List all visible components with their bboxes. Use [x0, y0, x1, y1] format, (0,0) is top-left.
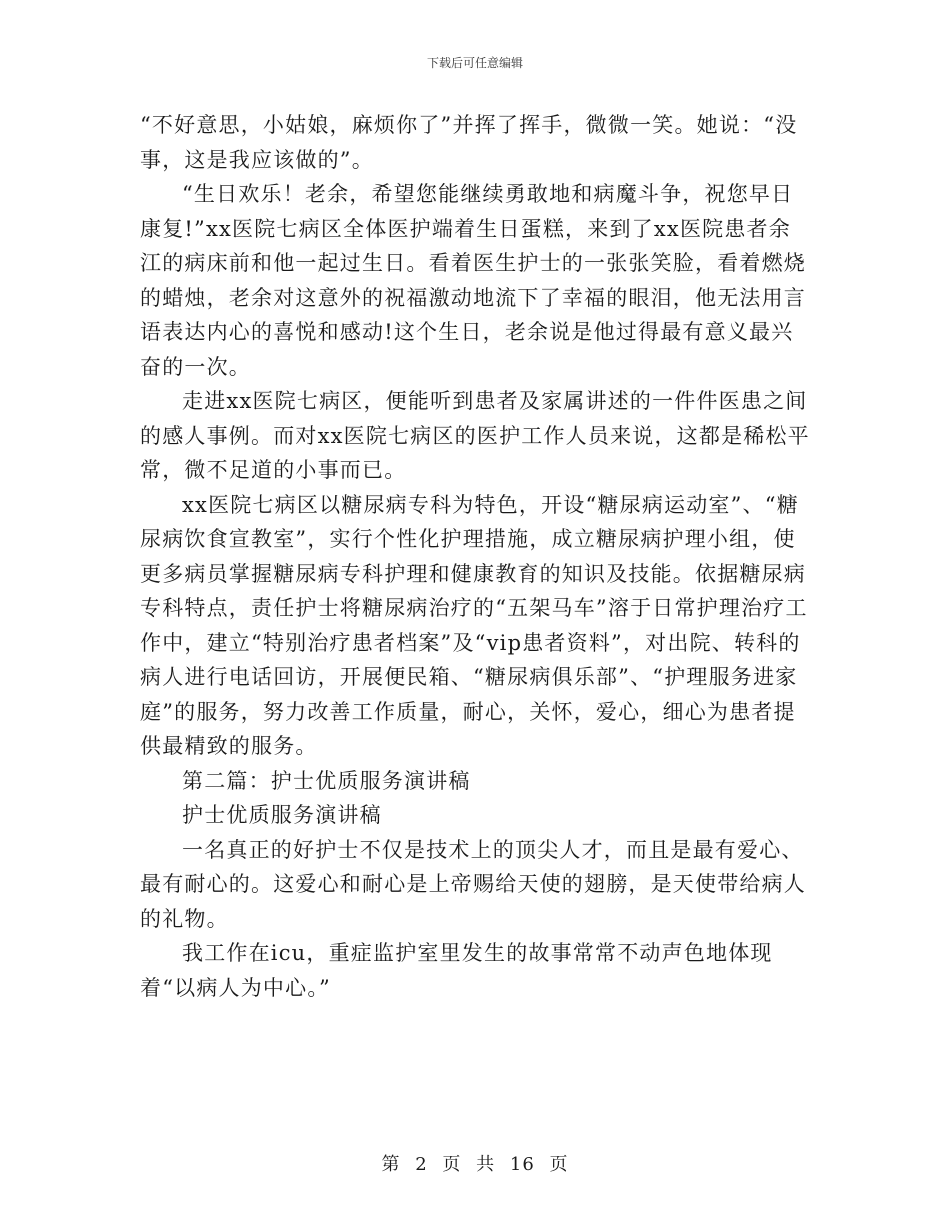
- page-header-note: 下载后可任意编辑: [426, 56, 523, 70]
- speech-title: 护士优质服务演讲稿: [182, 803, 382, 827]
- footer-page-label: 页: [442, 1154, 462, 1175]
- footer-prefix: 第: [381, 1154, 401, 1175]
- paragraph: xx医院七病区以糖尿病专科为特色，开设“糖尿病运动室”、“糖尿病饮食宣教室”，实行个性化护理措施，成立糖尿病护理小组，使更多病员掌握糖尿病专科护理和健康教育的知识及技能。依据糖尿病专科特点，责任护士将糖尿病治疗的“五架马车”溶于日常护理治疗工作中，建立“特别治疗患者档案”及“vip患者资料”，对出院、转科的病人进行电话回访，开展便民箱、“糖尿病俱乐部”、“护理服务进家庭”的服务，努力改善工作质量，耐心，关怀，爱心，细心为患者提供最精致的服务。: [140, 492, 808, 758]
- paragraph: “不好意思，小姑娘，麻烦你了”并挥了挥手，微微一笑。她说：“没事，这是我应该做的”。: [140, 113, 798, 172]
- section-heading: 第二篇：护士优质服务演讲稿: [182, 768, 471, 793]
- footer-suffix: 页: [549, 1154, 569, 1175]
- document-body: [140, 108, 810, 1005]
- page-number-footer: [0, 1150, 950, 1176]
- paragraph: “生日欢乐！老余，希望您能继续勇敢地和病魔斗争，祝您早日康复!”xx医院七病区全体医护端着生日蛋糕，来到了xx医院患者余江的病床前和他一起过生日。看着医生护士的一张张笑脸，看着燃烧的蜡烛，老余对这意外的祝福激动地流下了幸福的眼泪，他无法用言语表达内心的喜悦和感动!这个生日，老余说是他过得最有意义最兴奋的一次。: [140, 182, 806, 379]
- footer-page-number: 2: [415, 1154, 428, 1175]
- paragraph: 一名真正的好护士不仅是技术上的顶尖人才，而且是最有爱心、最有耐心的。这爱心和耐心是上帝赐给天使的翅膀，是天使带给病人的礼物。: [140, 837, 806, 931]
- paragraph: 我工作在icu，重症监护室里发生的故事常常不动声色地体现着“以病人为中心。”: [140, 941, 773, 1000]
- paragraph: 走进xx医院七病区，便能听到患者及家属讲述的一件件医患之间的感人事例。而对xx医院七病区的医护工作人员来说，这都是稀松平常，微不足道的小事而已。: [140, 389, 810, 482]
- footer-total-pages: 16: [509, 1154, 535, 1175]
- footer-total-label: 共: [476, 1154, 496, 1175]
